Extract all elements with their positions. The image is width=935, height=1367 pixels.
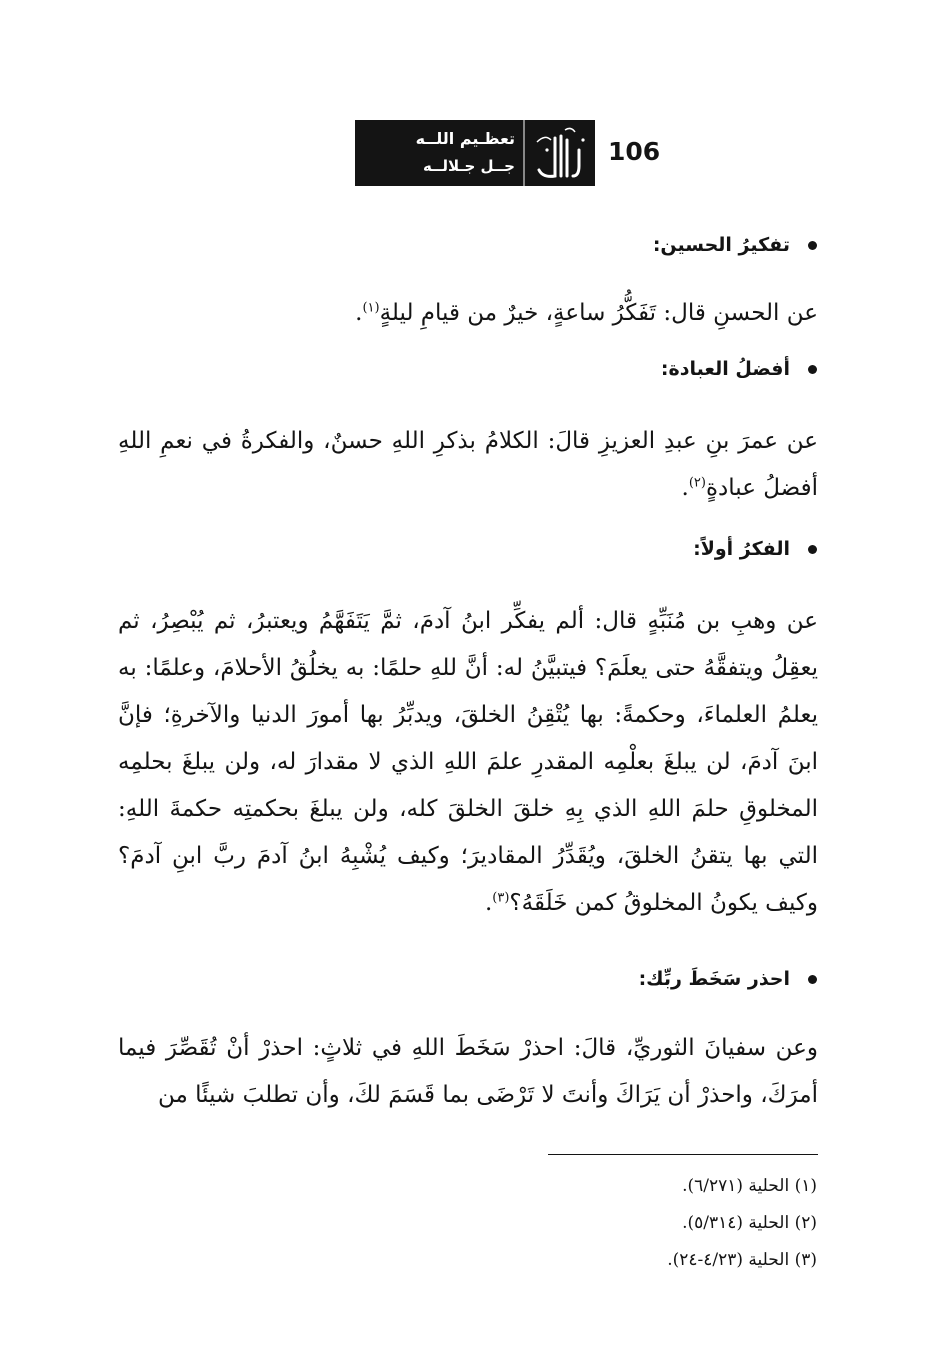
section-heading <box>653 228 817 262</box>
section-paragraph <box>118 598 818 927</box>
page-number: 106 <box>608 137 661 166</box>
paragraph-end: . <box>355 300 363 326</box>
paragraph-end: . <box>484 890 493 916</box>
bullet-icon <box>808 365 817 374</box>
footnote-marker: (٣) <box>492 890 510 906</box>
running-header <box>355 120 595 186</box>
section-heading <box>661 352 817 386</box>
footnote-item: (٣) الحلية (٤/٢٣-٢٤). <box>667 1250 817 1270</box>
section-title: احذر سَخَطَ ربِّك: <box>638 968 790 990</box>
footnote-divider <box>548 1154 818 1155</box>
paragraph-end: . <box>681 475 689 501</box>
bullet-icon <box>808 975 817 984</box>
section-heading <box>693 532 817 566</box>
section-heading <box>639 962 817 996</box>
paragraph-text: عن وهبِ بن مُنَبِّهٍ قال: ألم يفكِّر ابنُ آدمَ، ثمَّ يَتَفَهَّمُ ويعتبرُ، ثم يُبْصِرُ، ثم يعقِلُ ويتفقَّهُ حتى يعلَمَ؟ فيتبيَّنُ له: أنَّ للهِ حلمًا: به يخلُقُ الأحلامَ، وعلمًا: به يعلمُ العلماءَ، وحكمةً: بها يُتْقِنُ الخلقَ، ويدبِّرُ بها أمورَ الدنيا والآخرةِ؛ فإنَّ ابنَ آدمَ، لن يبلغَ بعلْمِه المقدرِ علمَ اللهِ الذي لا مقدارَ له، ولن يبلغَ بحلمِه المخلوقِ حلمَ اللهِ الذي بِهِ خلقَ الخلقَ كله، ولن يبلغَ بحكمتِه حكمةَ اللهِ: التي بها يتقنُ الخلقَ، ويُقَدِّرُ المقاديرَ؛ وكيف يُشْبِهُ ابنُ آدمَ ربَّ ابنِ آدمَ؟ وكيف يكونُ المخلوقُ كمن خَلَقَهُ؟ <box>118 608 818 916</box>
allah-calligraphy-icon <box>523 120 595 186</box>
footnote-item: (١) الحلية (٦/٢٧١). <box>682 1176 817 1196</box>
footnotes <box>517 1168 817 1279</box>
footnote-item: (٢) الحلية (٥/٣١٤). <box>682 1213 817 1233</box>
section-paragraph <box>118 1025 818 1119</box>
section-paragraph <box>118 418 818 512</box>
footnote-marker: (١) <box>362 300 380 316</box>
footnote-marker: (٢) <box>688 475 706 491</box>
paragraph-text: وعن سفيانَ الثوريِّ، قالَ: احذرْ سَخَطَ اللهِ في ثلاثٍ: احذرْ أنْ تُقَصِّرَ فيما أمرَكَ، واحذرْ أن يَرَاكَ وأنتَ لا تَرْضَى بما قَسَمَ لكَ، وأن تطلبَ شيئًا من <box>118 1035 818 1108</box>
bullet-icon <box>808 545 817 554</box>
section-title: أفضلُ العبادة: <box>660 358 790 380</box>
paragraph-text: عن الحسنِ قال: تَفَكُّرُ ساعةٍ، خيرٌ من قيامِ ليلةٍ <box>379 300 818 326</box>
section-title: الفكرُ أولاً: <box>693 538 790 560</box>
paragraph-text: عن عمرَ بنِ عبدِ العزيزِ قالَ: الكلامُ بذكرِ اللهِ حسنٌ، والفكرةُ في نعمِ اللهِ أفضلُ عبادةٍ <box>118 428 818 501</box>
header-title-line1: تعظـيم اللــه <box>415 129 515 148</box>
bullet-icon <box>808 241 817 250</box>
header-title-line2: جــل جـلالــه <box>423 157 515 175</box>
section-paragraph <box>118 290 818 337</box>
section-title: تفكيرُ الحسين: <box>652 234 790 256</box>
